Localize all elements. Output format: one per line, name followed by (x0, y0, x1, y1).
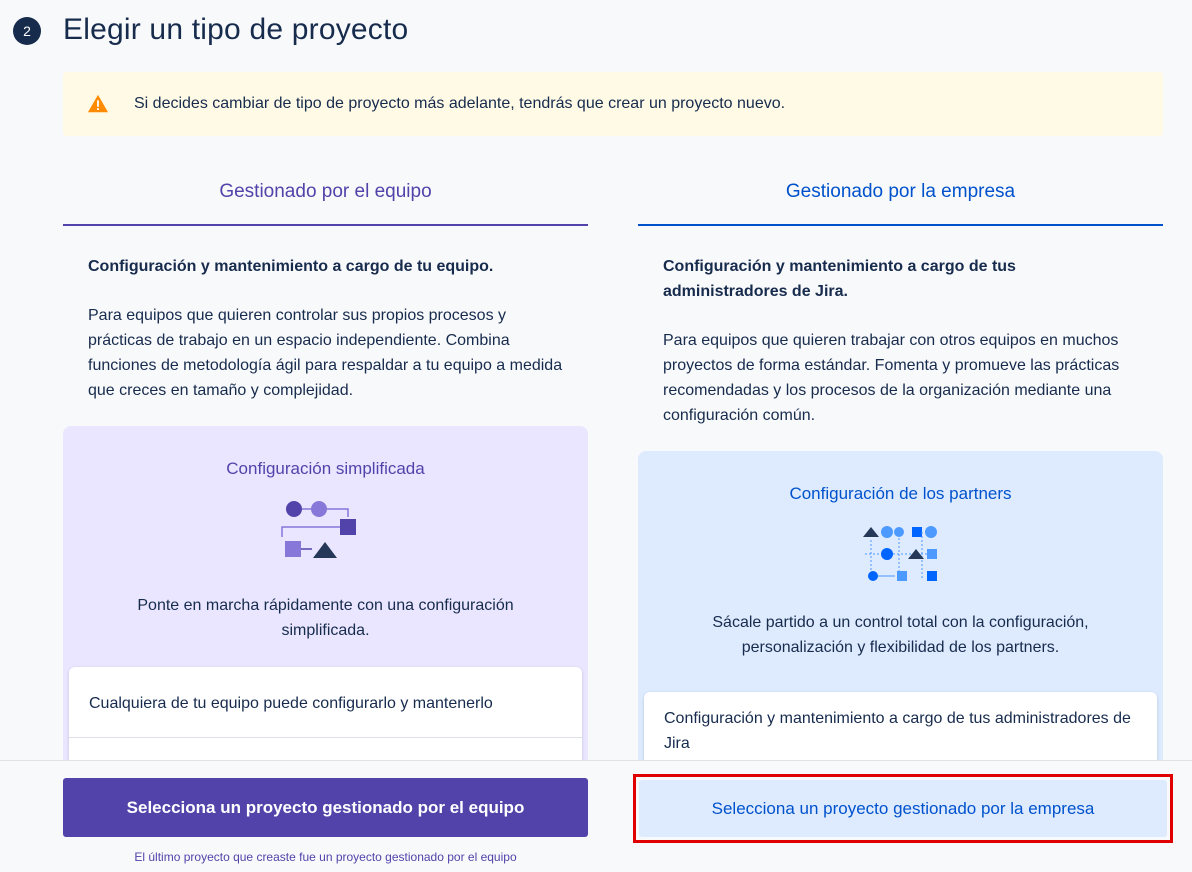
company-description: Para equipos que quieren trabajar con otros equipos en muchos proyectos de forma estándar. Fomenta y promueve las prácticas recomendadas y los procesos de la organización mediante una configuración común. (663, 332, 1120, 424)
team-feature-title: Configuración simplificada (226, 459, 425, 478)
list-item: Configuración y mantenimiento a cargo de tus administradores de Jira (644, 692, 1157, 772)
warning-icon (87, 93, 109, 115)
tab-team-managed[interactable]: Gestionado por el equipo (63, 160, 588, 226)
company-feature-title: Configuración de los partners (789, 484, 1012, 503)
last-project-note: El último proyecto que creaste fue un proyecto gestionado por el equipo (134, 850, 517, 864)
partner-config-illustration (861, 524, 941, 588)
team-description: Para equipos que quieren controlar sus propios procesos y prácticas de trabajo en un espacio independiente. Combina funciones de metodología ágil para respaldar a tu equipo a medida que creces en tamaño y complejidad. (88, 307, 563, 399)
company-managed-column (638, 160, 1163, 752)
warning-banner (63, 72, 1163, 136)
selection-footer (0, 760, 1192, 872)
step-number-badge: 2 (13, 17, 41, 45)
company-feature-description: Sácale partido a un control total con la configuración, personalización y flexibilidad de los partners. (712, 614, 1089, 656)
team-feature-description: Ponte en marcha rápidamente con una configuración simplificada. (137, 597, 514, 639)
select-team-managed-button[interactable]: Selecciona un proyecto gestionado por el equipo (63, 778, 588, 837)
team-managed-column (63, 160, 588, 712)
warning-text: Si decides cambiar de tipo de proyecto más adelante, tendrás que crear un proyecto nuevo. (134, 95, 786, 112)
list-item: Cualquiera de tu equipo puede configurarlo y mantenerlo (69, 667, 582, 738)
page-title: Elegir un tipo de proyecto (63, 13, 409, 46)
company-lead-text: Configuración y mantenimiento a cargo de tus administradores de Jira. (663, 258, 1016, 300)
simplified-config-illustration (276, 499, 376, 571)
team-lead-text: Configuración y mantenimiento a cargo de tu equipo. (88, 258, 494, 275)
tab-company-managed[interactable]: Gestionado por la empresa (638, 160, 1163, 226)
select-company-managed-button[interactable]: Selecciona un proyecto gestionado por la empresa (639, 780, 1167, 837)
highlight-box (633, 774, 1173, 843)
